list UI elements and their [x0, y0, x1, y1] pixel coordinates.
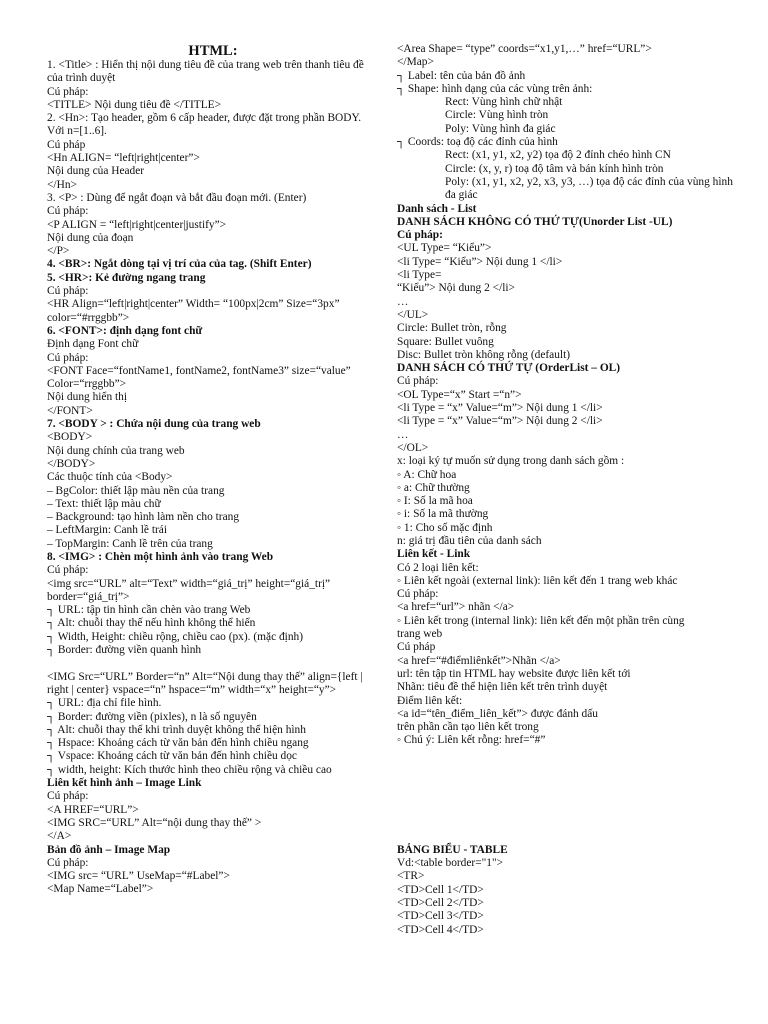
left-text-line: Bản đồ ảnh – Image Map [47, 843, 171, 856]
left-text-line: </FONT> [47, 404, 93, 417]
left-text-line: <HR Align=“left|right|center” Width= “100px|2cm” Size=“3px” color=“#rrggbb”> [47, 298, 343, 324]
left-text-line: Định dạng Font chữ [47, 338, 139, 351]
left-text-line: </A> [47, 830, 72, 843]
right-text-line: <UL Type= “Kiểu”> [397, 242, 492, 255]
right-text-line: <a href=“#điểmliênkết”>Nhãn </a> [397, 654, 561, 667]
right-column [397, 43, 737, 937]
left-text-line: Cú pháp: [47, 856, 89, 869]
left-text-line: – Background: tạo hình làm nền cho trang [47, 511, 240, 524]
left-text-line: <Map Name=“Label”> [47, 883, 154, 896]
left-text-line: ┐ URL: địa chỉ file hình. [47, 697, 162, 710]
right-text-line: ◦ a: Chữ thường [397, 481, 470, 494]
left-text-line: 5. <HR>: Kẻ đường ngang trang [47, 271, 206, 284]
left-text-line: Nội dung của Header [47, 165, 145, 178]
left-text-line: Nội dung chính của trang web [47, 444, 185, 457]
left-text-line [47, 657, 379, 670]
left-text-line: Liên kết hình ảnh – Image Link [47, 777, 202, 790]
left-text-line: 4. <BR>: Ngắt dòng tại vị trí của của tag. (Shift Enter) [47, 258, 312, 271]
right-text-line: Disc: Bullet tròn không rỗng (default) [397, 348, 571, 361]
left-text-line: Cú pháp: [47, 205, 89, 218]
left-text-line: Color=“rrggbb”> [47, 378, 127, 391]
left-text-line: – BgColor: thiết lập màu nền của trang [47, 484, 225, 497]
right-text-line: ◦ Chú ý: Liên kết rỗng: href=“#” [397, 734, 546, 747]
right-text-line: ◦ I: Số la mã hoa [397, 495, 473, 508]
left-text-line: – LeftMargin: Canh lề trái [47, 524, 167, 537]
right-text-line: n: giá trị đầu tiên của danh sách [397, 534, 542, 547]
left-text-line: – Text: thiết lập màu chữ [47, 497, 161, 510]
right-text-line: trên phần cần tạo liên kết trong [397, 721, 539, 734]
left-text-line: 8. <IMG> : Chèn một hình ảnh vào trang Web [47, 550, 274, 563]
right-text-line: “Kiểu”> Nội dung 2 </li> [397, 282, 515, 295]
left-text-line: Nội dung của đoạn [47, 231, 134, 244]
right-text-line: Poly: Vùng hình đa giác [445, 122, 556, 135]
right-text-line: Rect: Vùng hình chữ nhật [445, 96, 563, 109]
right-text-line: <TD>Cell 2</TD> [397, 896, 484, 909]
left-text-line: HTML: [188, 43, 238, 59]
right-text-line: url: tên tập tin HTML hay website được liên kết tới [397, 667, 631, 680]
left-text-line: 7. <BODY > : Chứa nội dung của trang web [47, 418, 261, 431]
right-text-line: ◦ Liên kết ngoài (external link): liên kết đến 1 trang web khác [397, 574, 678, 587]
left-text-line: ┐ Border: đường viền (pixles), n là số nguyên [47, 710, 257, 723]
left-text-line: ┐ width, height: Kích thước hình theo chiều rộng và chiều cao [47, 763, 332, 776]
left-text-line: <TITLE> Nội dung tiêu đề </TITLE> [47, 98, 222, 111]
right-text-line: trang web [397, 628, 443, 641]
right-text-line: DANH SÁCH KHÔNG CÓ THỨ TỰ(Unorder List -UL) [397, 215, 673, 228]
left-text-line: 1. <Title> : Hiển thị nội dung tiêu đề của trang web trên thanh tiêu đề của trình duyệt [47, 59, 367, 85]
left-text-line: ┐ Vspace: Khoảng cách từ văn bản đến hình chiều dọc [47, 750, 297, 763]
right-text-line: BẢNG BIỂU - TABLE [397, 843, 508, 856]
left-text-line: 2. <Hn>: Tạo header, gồm 6 cấp header, được đặt trong phần BODY. Với n=[1..6]. [47, 112, 364, 138]
left-text-line: </Hn> [47, 178, 77, 191]
right-text-line: <a id=“tên_điểm_liên_kết”> được đánh dấu [397, 707, 598, 720]
right-text-line: <TD>Cell 3</TD> [397, 910, 484, 923]
right-text-line: <li Type = “x” Value=“m”> Nội dung 2 </li> [397, 415, 603, 428]
right-text-line: … [397, 428, 409, 441]
right-text-line: <li Type= “Kiểu”> Nội dung 1 </li> [397, 255, 563, 268]
right-text-line: Cú pháp: [397, 588, 439, 601]
right-text-line [397, 748, 737, 844]
right-text-line: <OL Type=“x” Start =“n”> [397, 388, 522, 401]
right-text-line: </OL> [397, 441, 429, 454]
left-text-line: Cú pháp [47, 138, 86, 151]
left-text-line: <IMG SRC=“URL” Alt=“nội dung thay thế” > [47, 816, 262, 829]
right-text-line: <TD>Cell 4</TD> [397, 923, 484, 936]
right-text-line: <a href=“url”> nhãn </a> [397, 601, 515, 614]
right-text-line: ┐ Shape: hình dạng của các vùng trên ảnh: [397, 82, 593, 95]
right-text-line: Circle: Vùng hình tròn [445, 109, 549, 122]
right-text-line: <TD>Cell 1</TD> [397, 883, 484, 896]
right-text-line: Có 2 loại liên kết: [397, 561, 479, 574]
right-text-line: Circle: (x, y, r) toạ độ tâm và bán kính hình tròn [445, 162, 664, 175]
left-text-line: </BODY> [47, 457, 96, 470]
left-text-line: Cú pháp: [47, 351, 89, 364]
left-text-line: ┐ URL: tập tin hình cần chèn vào trang Web [47, 604, 251, 617]
left-text-line: <FONT Face=“fontName1, fontName2, fontName3” size=“value” [47, 364, 351, 377]
right-text-line: Cú pháp: [397, 375, 439, 388]
right-text-line: ◦ Liên kết trong (internal link): liên kết đến một phần trên cùng [397, 614, 685, 627]
left-text-line: ┐ Width, Height: chiều rộng, chiều cao (px). (mặc định) [47, 630, 304, 643]
right-text-line: Cú pháp [397, 641, 436, 654]
right-text-line: x: loại ký tự muốn sử dụng trong danh sách gồm : [397, 455, 625, 468]
left-text-line: <A HREF=“URL”> [47, 803, 139, 816]
left-text-line: </P> [47, 245, 70, 258]
left-text-line: ┐ Alt: chuỗi thay thế nếu hình không thể hiển [47, 617, 256, 630]
left-text-line: 3. <P> : Dùng để ngắt đoạn và bắt đầu đoạn mới. (Enter) [47, 191, 307, 204]
left-text-line: Các thuộc tính của <Body> [47, 471, 173, 484]
right-text-line: ◦ 1: Cho số mặc định [397, 521, 493, 534]
right-text-line: <TR> [397, 870, 425, 883]
left-text-line: 6. <FONT>: định dạng font chữ [47, 324, 203, 337]
right-text-line: ◦ A: Chữ hoa [397, 468, 457, 481]
left-text-line: Cú pháp: [47, 564, 89, 577]
left-column [47, 43, 379, 897]
left-text-line: ┐ Alt: chuỗi thay thế khi trình duyệt không thể hiện hình [47, 723, 306, 736]
right-text-line: Square: Bullet vuông [397, 335, 494, 348]
left-text-line: Nội dung hiển thị [47, 391, 128, 404]
right-text-line: Điểm liên kết: [397, 694, 463, 707]
right-text-line: ┐ Coords: toạ độ các đỉnh của hình [397, 136, 558, 149]
right-text-line: <li Type = “x” Value=“m”> Nội dung 1 </li> [397, 402, 603, 415]
left-text-line: <P ALIGN = “left|right|center|justify”> [47, 218, 227, 231]
right-text-line: Cú pháp: [397, 229, 443, 242]
left-text-line: Cú pháp: [47, 85, 89, 98]
right-text-line: </UL> [397, 308, 429, 321]
right-text-line: <li Type= [397, 269, 442, 282]
left-text-line: <IMG Src=“URL” Border=“n” Alt=“Nội dung thay thế” align={left | right | center} vspace=“n” hspace=“m” width=“x” height=“y”> [47, 670, 366, 696]
right-text-line: ◦ i: Số la mã thường [397, 508, 489, 521]
right-text-line: Liên kết - Link [397, 548, 471, 561]
left-text-line: <img src=“URL” alt=“Text” width=“giá_trị” height=“giá_trị” border=“giá_trị”> [47, 577, 333, 603]
left-text-line: <IMG src= “URL” UseMap=“#Label”> [47, 870, 230, 883]
right-text-line: Rect: (x1, y1, x2, y2) tọa độ 2 đỉnh chéo hình CN [445, 149, 671, 162]
right-text-line: DANH SÁCH CÓ THỨ TỰ (OrderList – OL) [397, 362, 621, 375]
left-text-line: – TopMargin: Canh lề trên của trang [47, 537, 213, 550]
right-text-line: Nhãn: tiêu đề thể hiện liên kết trên trình duyệt [397, 681, 608, 694]
left-text-line: Cú pháp: [47, 790, 89, 803]
right-text-line: </Map> [397, 56, 434, 69]
right-text-line: Vd:<table border="1"> [397, 857, 504, 870]
right-text-line: ┐ Label: tên của bản đồ ảnh [397, 69, 526, 82]
right-text-line: … [397, 295, 409, 308]
left-text-line: ┐ Hspace: Khoảng cách từ văn bản đến hình chiều ngang [47, 737, 309, 750]
left-text-line: ┐ Border: đường viền quanh hình [47, 644, 202, 657]
left-text-line: Cú pháp: [47, 285, 89, 298]
right-text-line: Circle: Bullet tròn, rỗng [397, 322, 507, 335]
left-text-line: <Hn ALIGN= “left|right|center”> [47, 152, 200, 165]
right-text-line: Poly: (x1, y1, x2, y2, x3, y3, …) tọa độ các đỉnh của vùng hình đa giác [445, 175, 736, 202]
left-text-line: <BODY> [47, 431, 93, 444]
right-text-line: Danh sách - List [397, 202, 477, 215]
right-text-line: <Area Shape= “type” coords=“x1,y1,…” href=“URL”> [397, 43, 652, 55]
